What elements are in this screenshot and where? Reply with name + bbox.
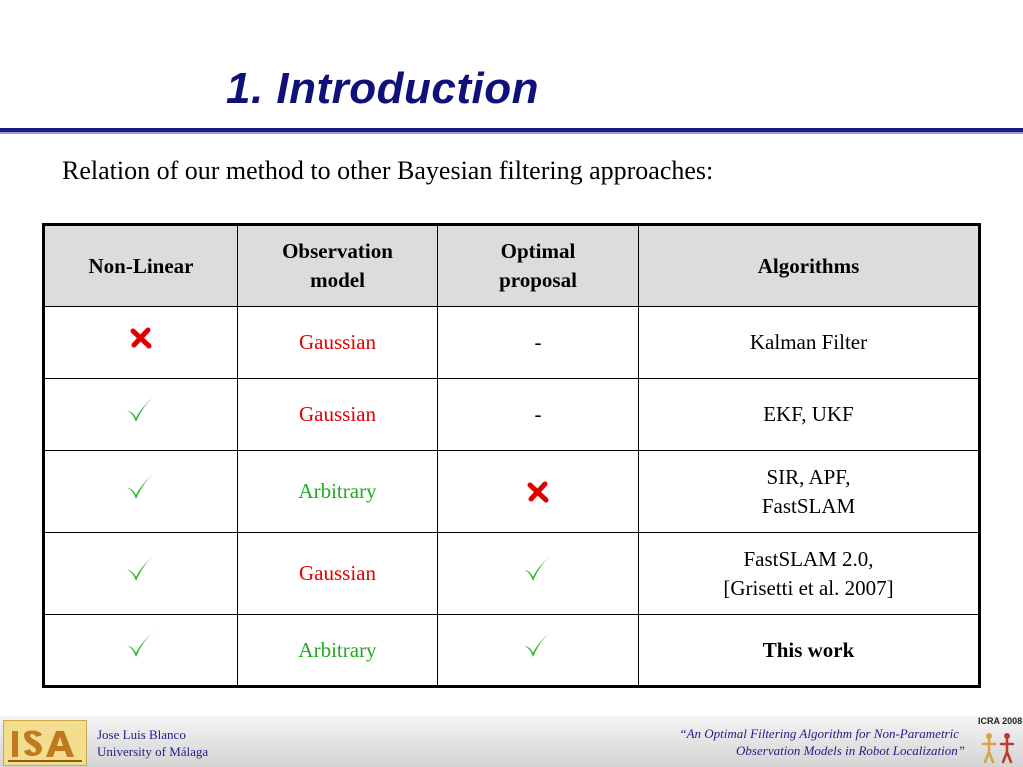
header-observation-model (238, 225, 438, 307)
check-icon (124, 552, 158, 584)
check-icon (124, 393, 158, 425)
row3-algorithms-line2: FastSLAM (761, 493, 856, 518)
row3-algorithms-line1: SIR, APF, (766, 464, 851, 489)
row4-algorithms-line2: [Grisetti et al. 2007] (723, 575, 894, 600)
row2-proposal: - (438, 379, 639, 451)
table-row (44, 307, 980, 379)
table-row (44, 615, 980, 687)
check-icon (521, 628, 555, 660)
row4-algorithms (639, 533, 980, 615)
row5-observation: Arbitrary (238, 615, 438, 687)
row1-algorithms: Kalman Filter (639, 307, 980, 379)
row4-algorithms-line1: FastSLAM 2.0, (743, 546, 874, 571)
check-icon (124, 628, 158, 660)
check-icon (521, 552, 555, 584)
footer-author: Jose Luis Blanco (97, 727, 186, 742)
row2-nonlinear (44, 379, 238, 451)
row1-proposal: - (438, 307, 639, 379)
footer-paper-title-line1: “An Optimal Filtering Algorithm for Non-Parametric (679, 726, 959, 741)
header-observation-model-label: Observation model (282, 239, 393, 292)
footer-affiliation: University of Málaga (97, 744, 209, 759)
header-optimal-proposal (438, 225, 639, 307)
header-optimal-proposal-label: Optimal proposal (499, 239, 577, 292)
comparison-table (42, 223, 981, 688)
row4-nonlinear (44, 533, 238, 615)
table-row (44, 379, 980, 451)
isa-logo-icon (4, 721, 86, 765)
row2-algorithms: EKF, UKF (639, 379, 980, 451)
row3-proposal (438, 451, 639, 533)
row5-algorithms: This work (639, 615, 980, 687)
university-logo (3, 720, 87, 766)
row1-nonlinear (44, 307, 238, 379)
row5-proposal (438, 615, 639, 687)
header-algorithms: Algorithms (639, 225, 980, 307)
cross-icon (128, 327, 154, 349)
row5-nonlinear (44, 615, 238, 687)
check-icon (124, 470, 158, 502)
conference-badge-label: ICRA 2008 (978, 716, 1023, 726)
header-non-linear: Non-Linear (44, 225, 238, 307)
row2-observation: Gaussian (238, 379, 438, 451)
title-underline-shadow (0, 132, 1023, 134)
table-row (44, 533, 980, 615)
row4-observation: Gaussian (238, 533, 438, 615)
row4-proposal (438, 533, 639, 615)
cross-icon (525, 481, 551, 503)
row3-nonlinear (44, 451, 238, 533)
table-row (44, 451, 980, 533)
conference-mascot-icon (975, 716, 1023, 767)
row3-observation: Arbitrary (238, 451, 438, 533)
slide-title: 1. Introduction (226, 64, 540, 113)
row3-algorithms (639, 451, 980, 533)
footer-paper-title-line2: Observation Models in Robot Localization” (736, 743, 965, 758)
row1-observation: Gaussian (238, 307, 438, 379)
table-header-row (44, 225, 980, 307)
slide-subtitle: Relation of our method to other Bayesian filtering approaches: (62, 156, 714, 185)
